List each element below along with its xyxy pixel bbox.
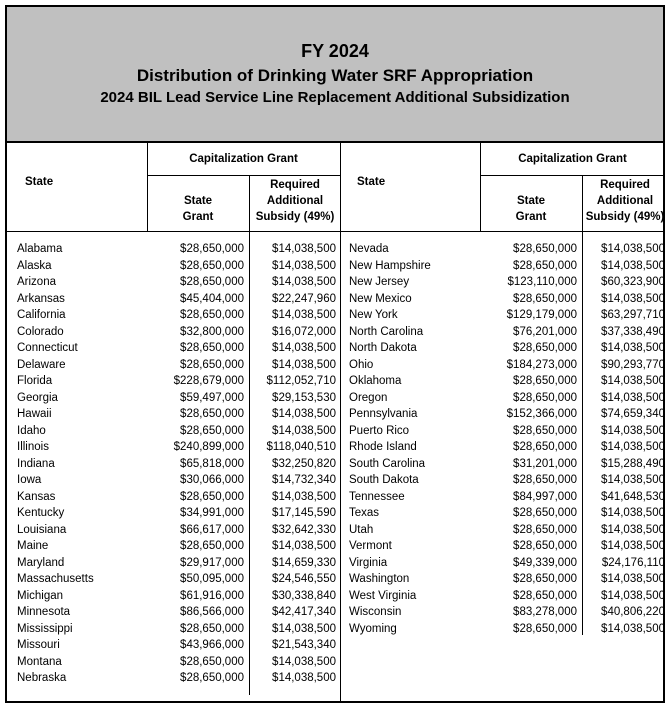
table-cell-grant: $43,966,000 [180,639,244,651]
table-cell-state: Kentucky [17,507,65,519]
cap-grant-header-left: Capitalization Grant [189,153,298,165]
table-cell-grant: $28,650,000 [513,540,577,552]
left-subsidy-column [250,241,336,687]
table-cell-state: Tennessee [349,490,405,503]
table-cell-subsidy: $14,038,500 [601,540,665,552]
table-cell-subsidy: $14,659,330 [272,556,336,569]
table-cell-subsidy: $14,038,500 [601,292,665,305]
table-cell-subsidy: $14,038,500 [272,358,336,371]
table-cell-subsidy: $14,038,500 [601,391,665,404]
table-cell-grant: $129,179,000 [506,309,577,321]
table-cell-grant: $152,366,000 [506,408,577,420]
table-cell-grant: $59,497,000 [180,391,244,404]
left-grant-column [147,241,244,687]
table-cell-grant: $84,997,000 [513,490,577,503]
table-cell-grant: $28,650,000 [513,259,577,272]
cap-grant-header-right: Capitalization Grant [518,153,627,165]
table-cell-state: Arkansas [17,292,65,305]
req-l1: Required [600,179,650,191]
right-state-column [349,241,479,637]
table-cell-subsidy: $14,038,500 [601,342,665,354]
table-cell-subsidy: $112,052,710 [266,375,336,387]
table-cell-grant: $76,201,000 [513,325,577,338]
table-cell-grant: $28,650,000 [513,243,577,255]
table-cell-state: Wisconsin [349,606,402,618]
table-cell-grant: $28,650,000 [513,523,577,536]
cap-grant-underline-right [480,175,665,176]
table-cell-grant: $31,201,000 [513,457,577,470]
table-cell-grant: $28,650,000 [180,243,244,255]
table-cell-subsidy: $24,546,550 [272,573,336,585]
table-cell-subsidy: $63,297,710 [601,309,665,321]
table-cell-subsidy: $14,038,500 [601,507,665,519]
table-cell-subsidy: $14,038,500 [601,375,665,387]
table-cell-grant: $29,917,000 [180,556,244,569]
table-cell-subsidy: $14,038,500 [272,342,336,354]
table-cell-state: Indiana [17,457,55,470]
table-cell-grant: $28,650,000 [180,655,244,668]
table-cell-subsidy: $14,038,500 [601,573,665,585]
table-cell-grant: $28,650,000 [180,424,244,437]
table-cell-subsidy: $14,038,500 [601,589,665,602]
table-cell-grant: $28,650,000 [513,391,577,404]
title-fy: FY 2024 [301,41,369,61]
left-state-column [17,241,145,687]
table-cell-subsidy: $14,732,340 [272,474,336,486]
table-cell-subsidy: $14,038,500 [272,309,336,321]
table-cell-subsidy: $42,417,340 [272,606,336,618]
table-cell-state: Nebraska [17,672,67,684]
table-cell-grant: $28,650,000 [513,424,577,437]
right-subsidy-column [583,241,665,637]
table-cell-state: Oklahoma [349,375,402,387]
table-cell-state: Hawaii [17,408,52,420]
req-l2: Additional [596,195,654,207]
table-cell-grant: $28,650,000 [180,342,244,354]
table-cell-subsidy: $40,806,220 [601,606,665,618]
table-cell-subsidy: $14,038,500 [601,259,665,272]
table-cell-subsidy: $14,038,500 [601,243,665,255]
state-grant-l1: State [183,195,213,207]
table-cell-subsidy: $14,038,500 [272,408,336,420]
table-cell-state: Illinois [17,441,49,453]
table-cell-state: New Mexico [349,292,412,305]
title-sub: 2024 BIL Lead Service Line Replacement Additional Subsidization [100,89,570,106]
table-cell-state: South Carolina [349,457,426,470]
table-cell-state: Louisiana [17,523,67,536]
table-cell-grant: $28,650,000 [180,490,244,503]
table-cell-grant: $28,650,000 [513,441,577,453]
table-cell-state: Delaware [17,358,66,371]
table-cell-grant: $49,339,000 [513,556,577,569]
table-cell-subsidy: $60,323,900 [601,276,665,288]
table-cell-state: Texas [349,507,380,519]
table-cell-grant: $28,650,000 [180,259,244,272]
table-cell-state: North Dakota [349,342,417,354]
table-cell-subsidy: $21,543,340 [272,639,336,651]
table-cell-state: Colorado [17,325,64,338]
table-cell-state: Iowa [17,474,42,486]
table-cell-subsidy: $14,038,500 [601,523,665,536]
state-grant-l2: Grant [182,211,214,223]
title-main: Distribution of Drinking Water SRF Appropriation [136,66,534,85]
table-cell-grant: $28,650,000 [513,589,577,602]
table-cell-subsidy: $90,293,770 [601,358,665,371]
table-cell-grant: $28,650,000 [180,540,244,552]
table-cell-subsidy: $14,038,500 [601,424,665,437]
table-cell-subsidy: $14,038,500 [272,622,336,635]
table-cell-grant: $228,679,000 [173,375,244,387]
table-cell-state: California [17,309,66,321]
right-grant-column [480,241,577,637]
divider-center [340,143,341,701]
table-cell-subsidy: $14,038,500 [272,672,336,684]
table-cell-grant: $28,650,000 [513,474,577,486]
table-cell-state: Washington [349,573,410,585]
table-cell-subsidy: $22,247,960 [272,292,336,305]
table-cell-state: Maryland [17,556,65,569]
table-cell-subsidy: $14,038,500 [601,441,665,453]
table-cell-state: Idaho [17,424,46,437]
table-cell-state: Alabama [17,243,63,255]
table-cell-state: New York [349,309,398,321]
table-cell-state: New Hampshire [349,259,431,272]
table-cell-subsidy: $16,072,000 [272,325,336,338]
required-subsidy-header-left [250,177,340,225]
state-header-right: State [357,176,386,188]
table-cell-grant: $61,916,000 [180,589,244,602]
table-cell-grant: $28,650,000 [513,292,577,305]
table-cell-state: Oregon [349,391,388,404]
table-cell-state: Michigan [17,589,64,602]
table-cell-state: Montana [17,655,62,668]
table-cell-subsidy: $14,038,500 [272,540,336,552]
table-cell-state: Puerto Rico [349,424,410,437]
table-cell-subsidy: $37,338,490 [601,325,665,338]
table-cell-grant: $28,650,000 [180,408,244,420]
state-grant-l1: State [516,195,546,207]
table-cell-state: Ohio [349,358,374,371]
table-cell-grant: $28,650,000 [180,358,244,371]
table-cell-state: Mississippi [17,622,73,635]
table-cell-subsidy: $74,659,340 [601,408,665,420]
table-cell-subsidy: $14,038,500 [272,276,336,288]
table-cell-subsidy: $15,288,490 [601,457,665,470]
table-cell-grant: $83,278,000 [513,606,577,618]
table-cell-subsidy: $14,038,500 [601,474,665,486]
table-cell-subsidy: $24,176,110 [601,556,665,569]
table-cell-grant: $28,650,000 [180,276,244,288]
table-cell-subsidy: $14,038,500 [272,243,336,255]
table-cell-subsidy: $17,145,590 [272,507,336,519]
table-cell-grant: $240,899,000 [173,441,244,453]
table-cell-subsidy: $14,038,500 [272,490,336,503]
required-subsidy-header-right [583,177,667,225]
table-cell-grant: $28,650,000 [513,375,577,387]
table-cell-grant: $34,991,000 [180,507,244,519]
table-cell-grant: $45,404,000 [180,292,244,305]
table-cell-state: Connecticut [17,342,78,354]
table-cell-state: South Dakota [349,474,419,486]
table-cell-state: Massachusetts [17,573,94,585]
table-cell-grant: $184,273,000 [506,358,577,371]
table-cell-subsidy: $14,038,500 [272,424,336,437]
table-cell-state: Utah [349,523,374,536]
table-cell-state: Minnesota [17,606,71,618]
table-cell-grant: $28,650,000 [180,622,244,635]
table-cell-state: Virginia [349,556,388,569]
table-cell-state: Rhode Island [349,441,417,453]
table-cell-state: Alaska [17,259,52,272]
table-cell-grant: $66,617,000 [180,523,244,536]
table-cell-grant: $28,650,000 [180,672,244,684]
table-cell-state: Wyoming [349,622,397,635]
table-cell-state: Nevada [349,243,389,255]
req-l2: Additional [266,195,324,207]
table-cell-subsidy: $29,153,530 [272,391,336,404]
table-cell-subsidy: $32,250,820 [272,457,336,470]
table-cell-state: North Carolina [349,325,424,338]
table-cell-state: Arizona [17,276,56,288]
header-bottom-line [7,231,665,232]
table-cell-subsidy: $32,642,330 [272,523,336,536]
table-cell-subsidy: $118,040,510 [266,441,336,453]
document-frame [5,5,665,703]
table-cell-state: Kansas [17,490,56,503]
table-cell-grant: $86,566,000 [180,606,244,618]
table-cell-state: Vermont [349,540,392,552]
state-header-left: State [25,176,54,188]
table-cell-state: New Jersey [349,276,410,288]
table-cell-subsidy: $30,338,840 [272,589,336,602]
req-l3: Subsidy (49%) [585,211,665,223]
table-cell-state: Missouri [17,639,60,651]
table-cell-state: Florida [17,375,53,387]
table-cell-state: Georgia [17,391,58,404]
cap-grant-underline-left [147,175,340,176]
req-l1: Required [270,179,320,191]
table-cell-grant: $30,066,000 [180,474,244,486]
table-cell-grant: $28,650,000 [513,573,577,585]
table-cell-grant: $65,818,000 [180,457,244,470]
table-cell-grant: $123,110,000 [507,276,577,288]
title-banner [7,7,663,143]
table-cell-state: Pennsylvania [349,408,418,420]
state-grant-l2: Grant [515,211,547,223]
table-cell-state: Maine [17,540,49,552]
state-grant-header-right [480,193,582,225]
table-cell-state: West Virginia [349,589,417,602]
table-cell-grant: $50,095,000 [180,573,244,585]
table-cell-grant: $28,650,000 [513,622,577,635]
table-cell-grant: $32,800,000 [180,325,244,338]
table-cell-subsidy: $14,038,500 [272,655,336,668]
table-cell-subsidy: $14,038,500 [601,622,665,635]
req-l3: Subsidy (49%) [255,211,335,223]
table-cell-subsidy: $14,038,500 [272,259,336,272]
state-grant-header-left [147,193,249,225]
table-cell-grant: $28,650,000 [513,507,577,519]
table-cell-subsidy: $41,648,530 [601,490,665,503]
table-cell-grant: $28,650,000 [180,309,244,321]
table-cell-grant: $28,650,000 [513,342,577,354]
